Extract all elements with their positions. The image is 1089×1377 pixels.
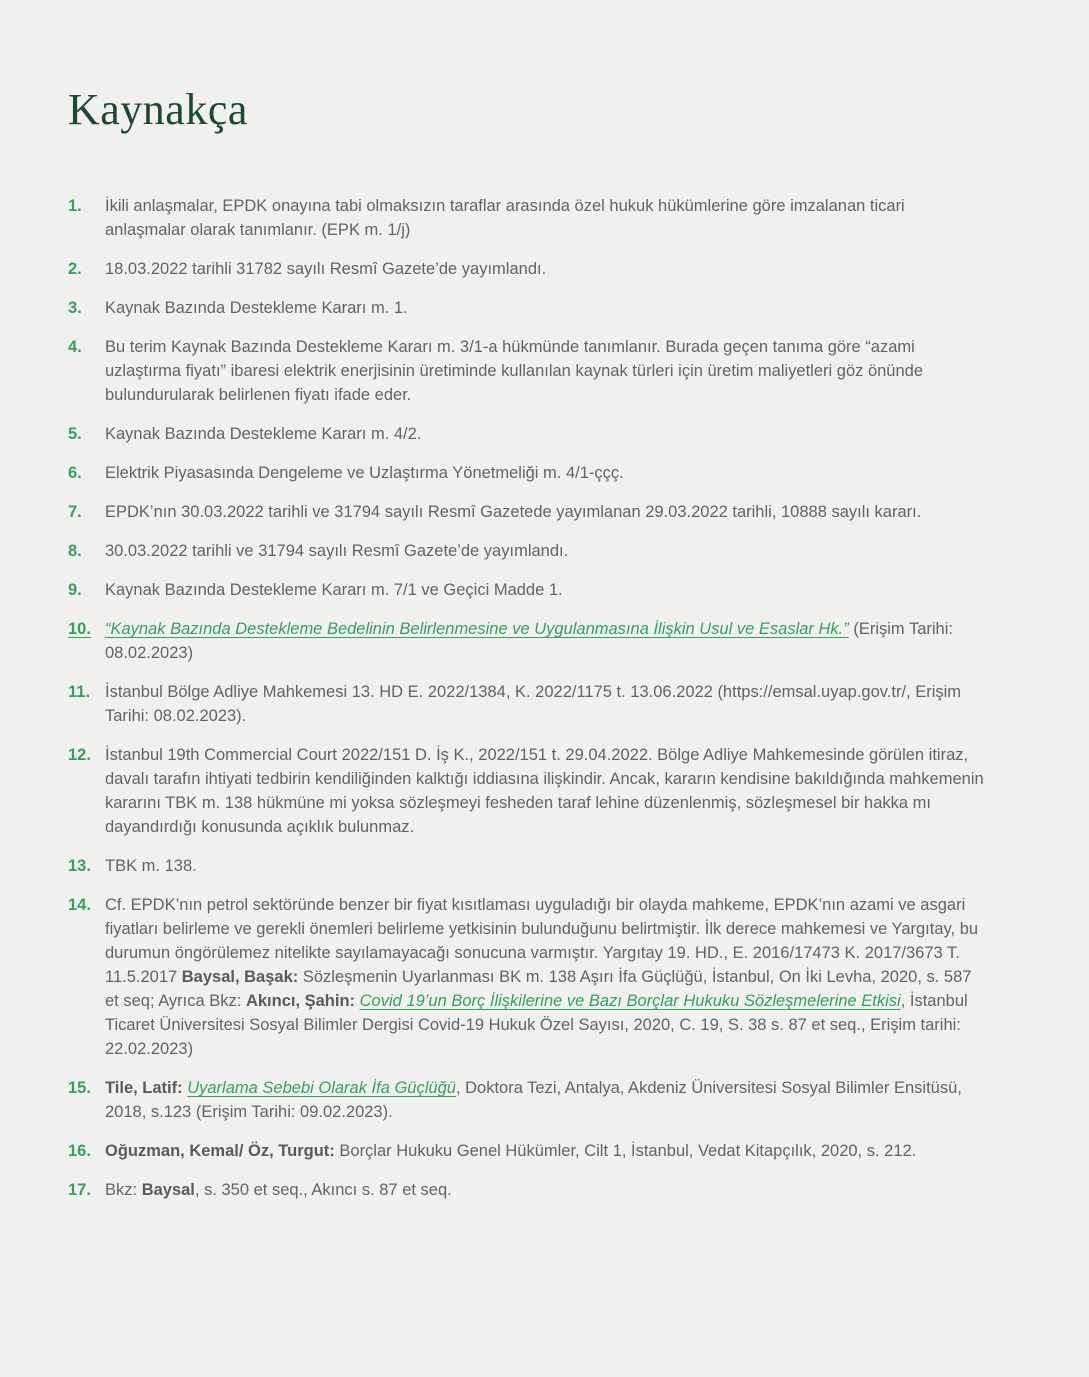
reference-item <box>68 257 989 281</box>
reference-text <box>105 1076 988 1124</box>
reference-item <box>68 194 989 242</box>
reference-text-segment: İkili anlaşmalar, EPDK onayına tabi olmaksızın taraflar arasında özel hukuk hükümlerine göre imzalanan ticari anlaşmalar olarak tanımlanır. (EPK m. 1/j) <box>105 197 905 240</box>
reference-text <box>105 461 624 485</box>
reference-number: 3. <box>68 299 82 318</box>
reference-item <box>68 296 989 320</box>
reference-text <box>105 296 408 320</box>
reference-item <box>68 500 989 524</box>
reference-item <box>68 1076 989 1124</box>
reference-number: 6. <box>68 464 82 483</box>
reference-text <box>105 500 921 524</box>
reference-item <box>68 854 989 878</box>
reference-text <box>105 893 988 1061</box>
reference-text-segment: EPDK’nın 30.03.2022 tarihli ve 31794 sayılı Resmî Gazetede yayımlanan 29.03.2022 tarihli, 10888 sayılı kararı. <box>105 503 922 522</box>
reference-number: 13. <box>68 857 91 876</box>
reference-number: 17. <box>68 1181 91 1200</box>
reference-text <box>105 257 546 281</box>
reference-item <box>68 422 989 446</box>
reference-text-segment: Bu terim Kaynak Bazında Destekleme Kararı m. 3/1-a hükmünde tanımlanır. Burada geçen tanıma göre “azami uzlaştırma fiyatı” ibaresi elektrik enerjisinin üretiminde kullanılan kaynak türleri için üretim maliyetleri göz önünde bulundurularak belirlenen fiyatı ifade eder. <box>105 338 924 405</box>
reference-text <box>105 578 563 602</box>
reference-link[interactable]: Uyarlama Sebebi Olarak İfa Güçlüğü <box>187 1079 456 1098</box>
reference-number: 16. <box>68 1142 91 1161</box>
reference-item <box>68 743 989 839</box>
reference-text-segment: Kaynak Bazında Destekleme Kararı m. 4/2. <box>105 425 422 444</box>
reference-text <box>105 422 421 446</box>
reference-number: 15. <box>68 1079 91 1098</box>
reference-text <box>105 1139 916 1163</box>
reference-text <box>105 335 988 407</box>
reference-item <box>68 1178 989 1202</box>
reference-item <box>68 578 989 602</box>
reference-text-segment: , İstanbul Ticaret Üniversitesi Sosyal Bilimler Dergisi Covid-19 Hukuk Özel Sayısı, 2020, C. 19, S. 38 s. 87 et seq., Erişim tarihi: 22.02.2023) <box>105 992 968 1059</box>
reference-text-segment: İstanbul Bölge Adliye Mahkemesi 13. HD E. 2022/1384, K. 2022/1175 t. 13.06.2022 (https://emsal.uyap.gov.tr/, Erişim Tarihi: 08.02.2023). <box>105 683 962 726</box>
reference-text-segment: Elektrik Piyasasında Dengeleme ve Uzlaştırma Yönetmeliği m. 4/1-ççç. <box>105 464 624 483</box>
reference-item <box>68 335 989 407</box>
reference-number: 8. <box>68 542 82 561</box>
reference-author: Baysal <box>141 1181 195 1200</box>
reference-number: 14. <box>68 896 91 915</box>
reference-text-segment: TBK m. 138. <box>105 857 197 876</box>
reference-number: 4. <box>68 338 82 357</box>
reference-text <box>105 743 988 839</box>
reference-number: 1. <box>68 197 82 216</box>
reference-text-segment: İstanbul 19th Commercial Court 2022/151 D. İş K., 2022/151 t. 29.04.2022. Bölge Adliye Mahkemesinde görülen itiraz, davalı tarafın ihtiyati tedbirin kendiliğinden kalktığı iddiasına ilişkindir. Ancak, kararın kendisine bakıldığında mahkemenin kararını TBK m. 138 hükmüne mi yoksa sözleşmeyi fesheden taraf lehine düzenlenmiş, sözleşmesel bir hakka mı dayandırdığı konusunda açıklık bulunmaz. <box>105 746 984 837</box>
reference-author: Akıncı, Şahin: <box>245 992 356 1011</box>
reference-text-segment: Cf. EPDK’nın petrol sektöründe benzer bir fiyat kısıtlaması uyguladığı bir olayda mahkeme, EPDK’nın azami ve asgari fiyatları belirleme ve gerekli önemleri belirleme yetkisinin bulunduğunu belirtmiştir. İlk derece mahkemesi ve Yargıtay, bu durumun öngörülemez nitelikte sayılamayacağı sonucuna varmıştır. Yargıtay 19. HD., E. 2016/17473 K. 2017/3673 T. 11.5.2017 <box>105 896 979 987</box>
reference-text <box>105 680 988 728</box>
reference-number-link[interactable]: 10. <box>68 620 91 639</box>
reference-text-segment: Borçlar Hukuku Genel Hükümler, Cilt 1, İstanbul, Vedat Kitapçılık, 2020, s. 212. <box>334 1142 917 1161</box>
reference-text-segment: , Doktora Tezi, Antalya, Akdeniz Üniversitesi Sosyal Bilimler Ensitüsü, 2018, s.123 (Erişim Tarihi: 09.02.2023). <box>105 1079 962 1122</box>
reference-item <box>68 539 989 563</box>
reference-item <box>68 617 989 665</box>
reference-text-segment: 30.03.2022 tarihli ve 31794 sayılı Resmî Gazete’de yayımlandı. <box>105 542 569 561</box>
reference-text-segment: Kaynak Bazında Destekleme Kararı m. 1. <box>105 299 408 318</box>
reference-number: 12. <box>68 746 91 765</box>
reference-text-segment: Bkz: <box>105 1181 142 1200</box>
reference-text <box>105 539 568 563</box>
reference-text-segment: (Erişim Tarihi: 08.02.2023) <box>105 620 953 663</box>
reference-item <box>68 1139 989 1163</box>
reference-text-segment: 18.03.2022 tarihli 31782 sayılı Resmî Gazete’de yayımlandı. <box>105 260 547 279</box>
reference-author: Baysal, Başak: <box>181 968 299 987</box>
reference-author: Tile, Latif: <box>105 1079 183 1098</box>
page-title: Kaynakça <box>68 85 248 134</box>
reference-number: 11. <box>68 683 91 702</box>
reference-text-segment: , s. 350 et seq., Akıncı s. 87 et seq. <box>194 1181 452 1200</box>
reference-text <box>105 194 988 242</box>
reference-link[interactable]: “Kaynak Bazında Destekleme Bedelinin Belirlenmesine ve Uygulanmasına İlişkin Usul ve Esaslar Hk.” <box>105 620 849 639</box>
reference-text <box>105 617 988 665</box>
reference-text <box>105 854 197 878</box>
reference-list <box>68 194 989 1202</box>
reference-link[interactable]: Covid 19’un Borç İlişkilerine ve Bazı Borçlar Hukuku Sözleşmelerine Etkisi <box>359 992 901 1011</box>
reference-item <box>68 680 989 728</box>
reference-text <box>105 1178 452 1202</box>
reference-number: 2. <box>68 260 82 279</box>
reference-item <box>68 461 989 485</box>
reference-number: 7. <box>68 503 82 522</box>
reference-number: 5. <box>68 425 82 444</box>
reference-text-segment: Sözleşmenin Uyarlanması BK m. 138 Aşırı İfa Güçlüğü, İstanbul, On İki Levha, 2020, s. 587 et seq; Ayrıca Bkz: <box>105 968 972 1011</box>
reference-author: Oğuzman, Kemal/ Öz, Turgut: <box>105 1142 335 1161</box>
reference-text-segment: Kaynak Bazında Destekleme Kararı m. 7/1 ve Geçici Madde 1. <box>105 581 563 600</box>
reference-number: 9. <box>68 581 82 600</box>
reference-item <box>68 893 989 1061</box>
